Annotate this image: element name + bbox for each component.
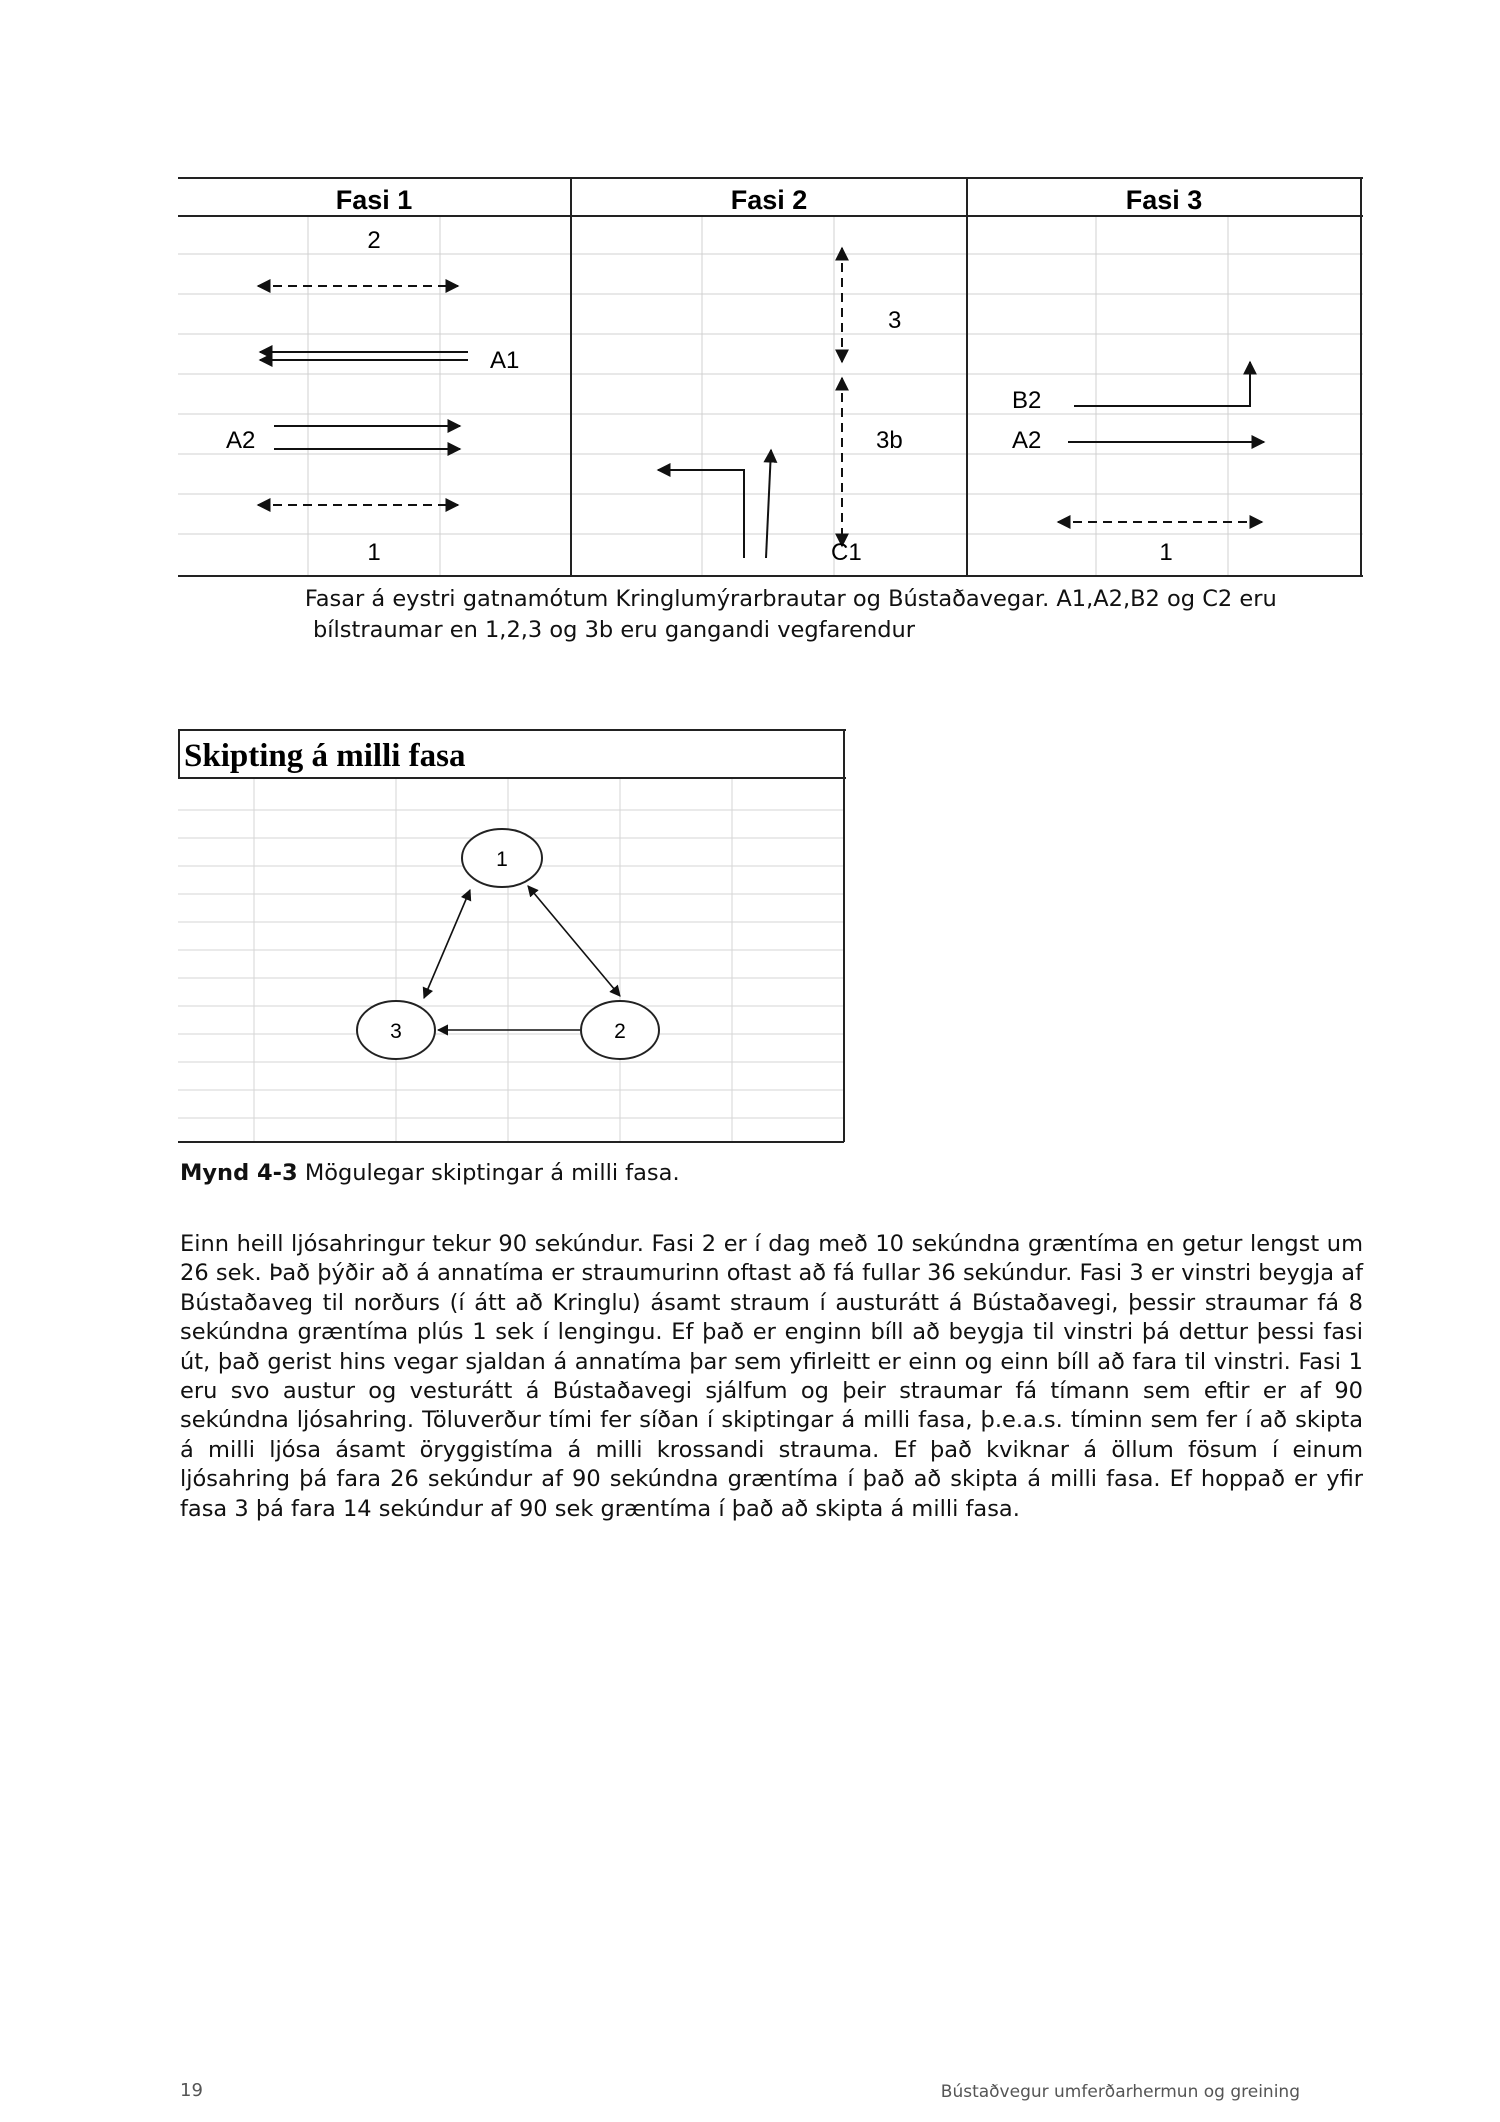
caption-text: Fasar á eystri gatnamótum Kringlumýrarbrautar og Bústaðavegar. A1,A2,B2 og C2 eru bílstraumar en 1,2,3 og 3b eru gangandi vegfarendur [297,586,1277,643]
label-b2: B2 [1012,387,1042,414]
b2-left-turn-arrow [1074,362,1250,406]
label-a2-fasi1: A2 [226,427,256,454]
phase-node-1-label: 1 [496,848,508,871]
transition-1-3-arrow [424,890,470,998]
diagram-title: Skipting á milli fasa [184,738,466,774]
page-number: 19 [180,2080,203,2101]
phase-transition-figure [178,728,846,1144]
figure-4-3-caption [180,1158,1363,1189]
header-fasi-3: Fasi 3 [1125,185,1203,215]
label-pedestrian-3b: 3b [876,427,903,454]
caption-label-2: Mynd 4-3 [180,1160,298,1186]
header-fasi-2: Fasi 2 [730,185,808,215]
c1-left-turn-arrow [658,470,744,558]
label-a1: A1 [490,347,520,374]
caption-text-2: Mögulegar skiptingar á milli fasa. [297,1160,680,1186]
phase-diagram-figure [178,176,1363,578]
footer-title: Bústaðvegur umferðarhermun og greining [940,2082,1300,2102]
label-pedestrian-3: 3 [888,307,902,334]
figure-4-2-caption-text [180,584,1363,646]
header-fasi-1: Fasi 1 [335,185,413,215]
label-pedestrian-1-fasi3: 1 [1159,539,1173,566]
transition-1-2-arrow [528,886,620,996]
phase-diagram [178,176,1363,578]
phase-node-3-label: 3 [390,1020,402,1043]
label-a2-fasi3: A2 [1012,427,1042,454]
phase-transition-diagram [178,728,846,1144]
label-pedestrian-2: 2 [367,227,381,254]
label-c1: C1 [831,539,862,566]
c1-straight-arrow [766,450,771,558]
phase-node-2-label: 2 [614,1020,626,1043]
body-paragraph: Einn heill ljósahringur tekur 90 sekúndur. Fasi 2 er í dag með 10 sekúndna græntíma en getur lengst um 26 sek. Það þýðir að á annatíma er straumurinn oftast að fá fullar 36 sekúndur. Fasi 3 er vinstri beygja af Bústaðaveg til norðurs (í átt að Kringlu) ásamt straum í austurátt á Bústaðavegi, þessir straumar fá 8 sekúndna græntíma plús 1 sek í lengingu. Ef það er enginn bíll að beygja til vinstri þá dettur þessi fasi út, það gerist hins vegar sjaldan á annatíma þar sem yfirleitt er einn og einn bíll að fara til vinstri. Fasi 1 eru svo austur og vesturátt á Bústaðavegi sjálfum og þeir straumar fá tímann sem eftir er af 90 sekúndna ljósahring. Töluverður tími fer síðan í skiptingar á milli fasa, þ.e.a.s. tíminn sem fer í að skipta á milli ljósa ásamt öryggistíma á milli krossandi strauma. Ef það kviknar á öllum fösum í einum ljósahring þá fara 26 sekúndur af 90 sekúndna græntíma í það að skipta á milli fasa. Ef hoppað er yfir fasa 3 þá fara 14 sekúndur af 90 sek græntíma í það að skipta á milli fasa. [180,1231,1363,1522]
label-pedestrian-1: 1 [367,539,381,566]
